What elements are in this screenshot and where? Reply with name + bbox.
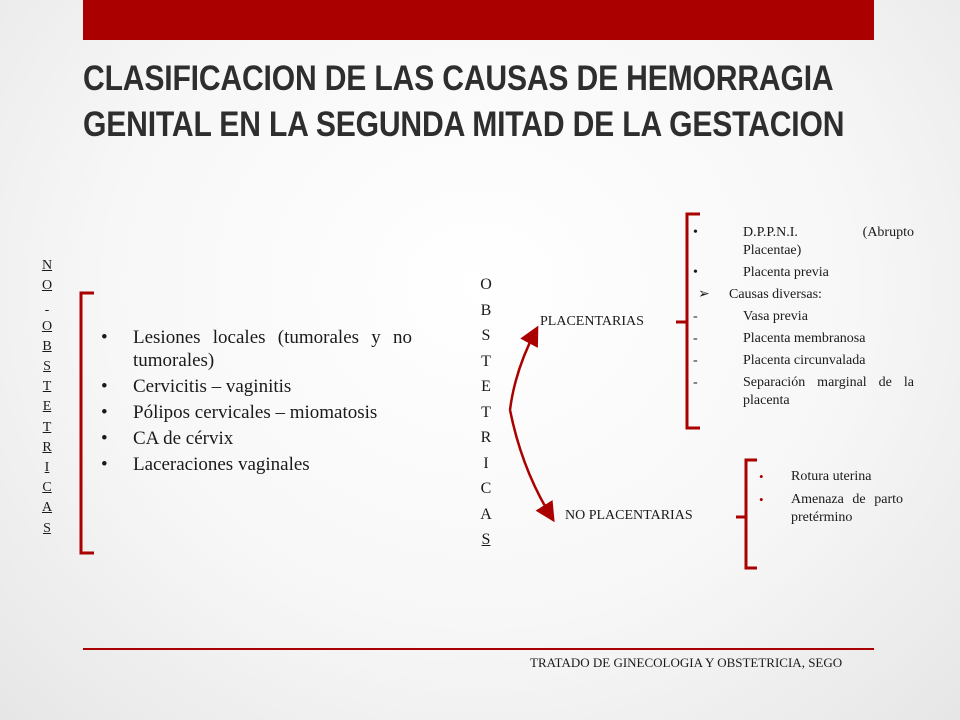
list-item <box>692 286 914 304</box>
vertical-letter: O <box>41 278 53 294</box>
list-item <box>692 352 914 370</box>
list-item-text: Placenta previa <box>743 265 829 280</box>
list-item-text: Causas diversas: <box>729 287 822 302</box>
dash-bullet-icon: - <box>693 309 698 324</box>
list-item <box>692 264 914 282</box>
list-item: • Pólipos cervicales – miomatosis <box>100 401 412 424</box>
obstetricas-branch-upper <box>510 330 536 410</box>
list-item-text: Separación marginal de la placenta <box>743 375 914 408</box>
vertical-letter: N <box>41 258 53 273</box>
list-item <box>759 491 903 527</box>
list-item: • CA de cérvix <box>100 427 412 450</box>
list-item-text: Placenta membranosa <box>743 331 866 346</box>
no-obstetricas-list <box>100 326 412 479</box>
source-citation: TRATADO DE GINECOLOGIA Y OBSTETRICIA, SEGO <box>530 655 843 670</box>
no-placentarias-label: NO PLACENTARIAS <box>565 508 693 523</box>
vertical-letter: B <box>42 338 52 354</box>
list-item-text: Amenaza de parto pretérmino <box>791 492 903 525</box>
vertical-letter: E <box>481 378 491 395</box>
list-item <box>692 224 914 260</box>
vertical-letter: I <box>483 454 489 472</box>
vertical-letter: I <box>44 460 50 476</box>
vertical-letter: B <box>480 301 492 319</box>
slide-title-line-1: CLASIFICACION DE LAS CAUSAS DE HEMORRAGIA <box>83 59 834 98</box>
slide-title-line-2: GENITAL EN LA SEGUNDA MITAD DE LA GESTACION <box>83 105 845 144</box>
vertical-letter: S <box>43 520 51 536</box>
placentarias-label: PLACENTARIAS <box>540 314 644 329</box>
list-item <box>759 468 903 486</box>
vertical-letter: O <box>480 276 492 293</box>
dash-bullet-icon: - <box>693 353 698 368</box>
vertical-letter: T <box>481 403 491 421</box>
no-placentarias-bracket <box>746 460 757 568</box>
list-item-text: Placenta circunvalada <box>743 353 866 368</box>
list-item <box>692 330 914 348</box>
dash-bullet-icon: - <box>693 331 698 346</box>
list-item <box>692 374 914 410</box>
list-item: • Laceraciones vaginales <box>100 453 412 476</box>
vertical-letter: C <box>42 480 52 496</box>
bullet-icon: • <box>693 265 698 280</box>
list-item <box>692 308 914 326</box>
list-item: • Lesiones locales (tumorales y no tumorales) <box>100 326 412 372</box>
list-item-text: D.P.P.N.I. (Abrupto Placentae) <box>743 225 914 258</box>
vertical-letter: A <box>41 500 53 516</box>
no-placentarias-list <box>759 468 903 532</box>
vertical-letter: E <box>42 399 52 415</box>
arrow-bullet-icon: ➢ <box>698 287 710 302</box>
placentarias-list <box>692 224 914 414</box>
bullet-icon: • <box>759 492 764 507</box>
list-item-text: Rotura uterina <box>791 469 872 484</box>
vertical-letter: S <box>481 327 491 344</box>
bullet-icon: • <box>693 225 698 240</box>
vertical-letter: O <box>41 318 53 334</box>
vertical-letter: R <box>42 439 52 455</box>
vertical-letter: T <box>42 419 52 435</box>
bullet-icon: • <box>759 469 764 484</box>
no-obstetricas-bracket <box>81 293 94 553</box>
dash-bullet-icon: - <box>693 375 698 390</box>
vertical-letter: S <box>481 531 491 548</box>
vertical-letter: T <box>481 352 491 370</box>
footer-divider <box>83 648 874 650</box>
list-item: • Cervicitis – vaginitis <box>100 375 412 398</box>
vertical-letter: R <box>480 429 492 446</box>
list-item-text: Vasa previa <box>743 309 808 324</box>
vertical-letter: C <box>480 480 492 497</box>
obstetricas-branch-lower <box>510 410 552 518</box>
vertical-letter: S <box>43 359 51 375</box>
vertical-letter: A <box>480 505 492 523</box>
vertical-letter: T <box>42 379 52 395</box>
